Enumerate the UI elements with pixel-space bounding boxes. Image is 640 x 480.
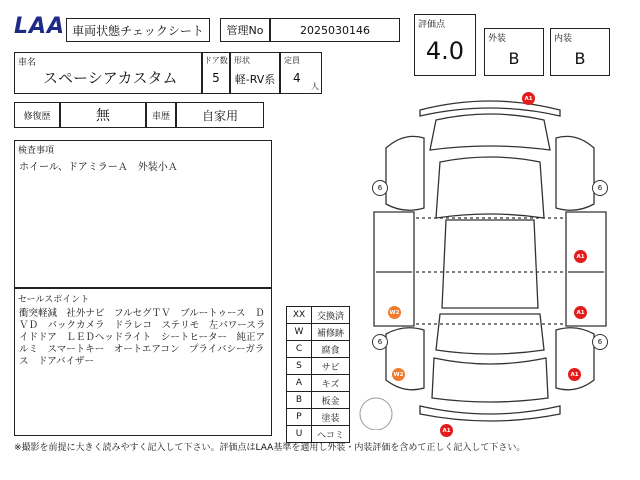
legend-row bbox=[286, 409, 350, 426]
category-value-text: 自家用 bbox=[201, 108, 238, 123]
interior-value: B bbox=[574, 49, 586, 68]
exterior-value: B bbox=[508, 49, 520, 68]
legend-meaning: ヘコミ bbox=[316, 430, 344, 441]
interior-label: 内装 bbox=[554, 34, 573, 44]
footer-note: ※撮影を前提に大きく読みやすく記入して下さい。評価点はLAA基準を適用し外装・内装評価を含めて正しく記入して下さい。 bbox=[14, 443, 526, 453]
category-label-text: 車歴 bbox=[151, 111, 170, 122]
exterior-label: 外装 bbox=[488, 34, 507, 44]
logo-text: LAA bbox=[14, 14, 66, 39]
legend-row bbox=[286, 324, 350, 341]
tire-rear-right: 6 bbox=[592, 334, 608, 350]
vehicle-name: スペーシアカスタム bbox=[43, 69, 178, 87]
legend-meaning: キズ bbox=[321, 379, 340, 390]
legend-code: W bbox=[287, 324, 312, 340]
repair-label-text: 修復歴 bbox=[23, 111, 51, 122]
legend-code: C bbox=[287, 341, 312, 357]
capacity-box bbox=[280, 52, 322, 94]
legend-meaning: サビ bbox=[321, 362, 340, 373]
damage-marker-left-door: W2 bbox=[388, 306, 401, 319]
capacity-unit: 人 bbox=[311, 82, 319, 91]
legend-row bbox=[286, 306, 350, 324]
tire-front-right: 6 bbox=[592, 180, 608, 196]
score-box bbox=[414, 14, 476, 76]
legend-code: B bbox=[287, 392, 312, 408]
inspection-label: 検査事項 bbox=[18, 146, 55, 156]
sales-box bbox=[14, 288, 272, 436]
doors-value: 5 bbox=[212, 71, 220, 85]
damage-marker-right-rear: A1 bbox=[574, 306, 587, 319]
score-value: 4.0 bbox=[425, 37, 465, 65]
category-label bbox=[146, 102, 176, 128]
legend-meaning: 腐食 bbox=[321, 345, 340, 356]
tire-rear-left: 6 bbox=[372, 334, 388, 350]
damage-marker-left-rear: W2 bbox=[392, 368, 405, 381]
vehicle-name-box bbox=[14, 52, 202, 94]
legend-row bbox=[286, 341, 350, 358]
legend-code: S bbox=[287, 358, 312, 374]
legend-code: P bbox=[287, 409, 312, 425]
legend-code: XX bbox=[287, 307, 312, 323]
legend-row bbox=[286, 358, 350, 375]
mgmt-number bbox=[270, 18, 400, 42]
logo bbox=[14, 14, 66, 46]
vehicle-name-label: 車名 bbox=[18, 58, 37, 68]
repair-value-text: 無 bbox=[96, 108, 110, 124]
doors-box bbox=[202, 52, 230, 94]
mgmt-number-text: 2025030146 bbox=[300, 23, 370, 37]
interior-box bbox=[550, 28, 610, 76]
legend-code: U bbox=[287, 426, 312, 442]
damage-marker-rear: A1 bbox=[440, 424, 453, 437]
damage-marker-rear-corner: A1 bbox=[568, 368, 581, 381]
legend-code: A bbox=[287, 375, 312, 391]
legend-table bbox=[286, 306, 350, 443]
sheet-title bbox=[66, 18, 210, 42]
sales-label: セールスポイント bbox=[18, 295, 90, 305]
category-value bbox=[176, 102, 264, 128]
capacity-value: 4 bbox=[293, 71, 301, 85]
mgmt-label bbox=[220, 18, 270, 42]
legend-row bbox=[286, 375, 350, 392]
repair-value bbox=[60, 102, 146, 128]
shape-value: 軽-RV系 bbox=[234, 73, 276, 86]
mgmt-label-text: 管理No bbox=[226, 24, 264, 37]
shape-label: 形状 bbox=[234, 56, 250, 65]
damage-marker-front: A1 bbox=[522, 92, 535, 105]
shape-box bbox=[230, 52, 280, 94]
legend-meaning: 交換済 bbox=[316, 311, 344, 322]
legend-row bbox=[286, 392, 350, 409]
legend-meaning: 板金 bbox=[321, 396, 340, 407]
inspection-box bbox=[14, 140, 272, 288]
legend-meaning: 塗装 bbox=[321, 413, 340, 424]
damage-marker-right-door: A1 bbox=[574, 250, 587, 263]
sales-text: 衝突軽減 社外ナビ フルセグＴＶ ブルートゥース ＤＶＤ バックカメラ ドラレコ ステリモ 左パワースライドドア ＬＥＤヘッドライト シートヒーター 純正アルミ スマートキー オートエアコン プライバシーガラス ドアバイザー bbox=[19, 308, 266, 367]
inspection-text: ホイール、ドアミラーＡ 外装小Ａ bbox=[19, 162, 178, 173]
repair-label bbox=[14, 102, 60, 128]
tire-front-left: 6 bbox=[372, 180, 388, 196]
doors-label: ドア数 bbox=[204, 56, 228, 65]
score-label: 評価点 bbox=[418, 20, 446, 30]
capacity-label: 定員 bbox=[284, 56, 300, 65]
sheet-title-text: 車両状態チェックシート bbox=[72, 23, 204, 38]
exterior-box bbox=[484, 28, 544, 76]
legend-meaning: 補修跡 bbox=[316, 328, 344, 339]
